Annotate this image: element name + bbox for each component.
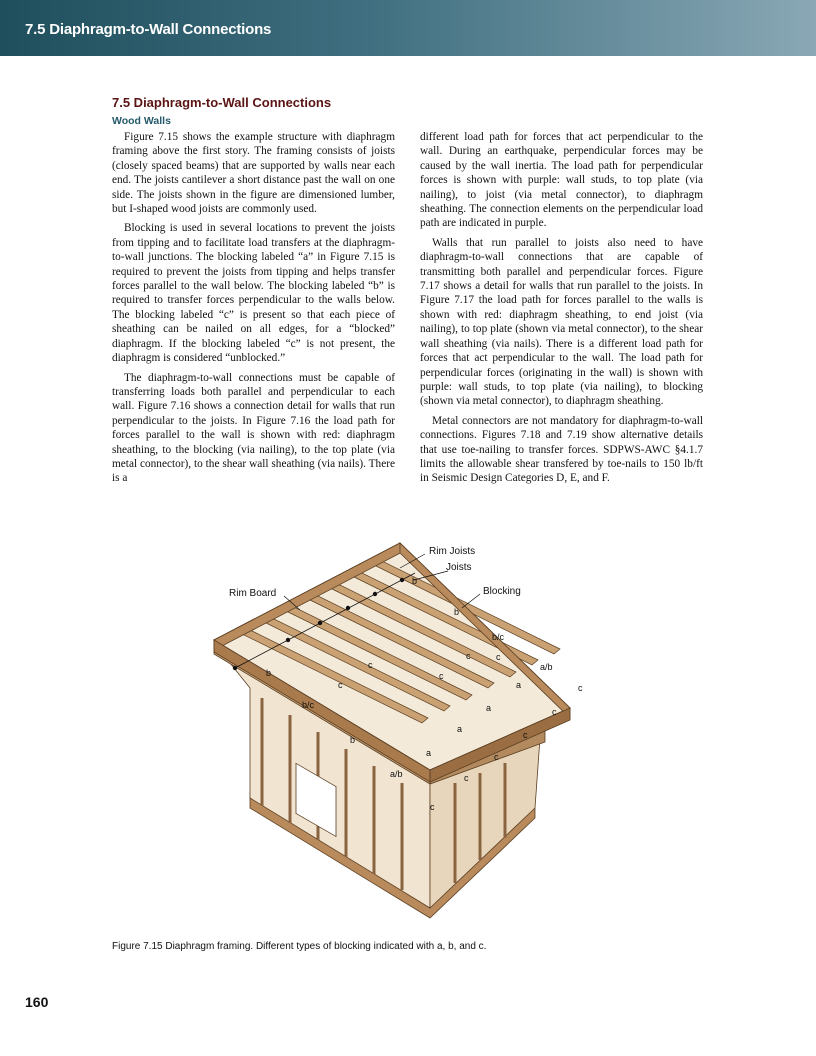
block-label: c bbox=[338, 680, 343, 690]
block-label: c bbox=[430, 802, 435, 812]
label-joists: Joists bbox=[446, 562, 472, 573]
subsection-title: Wood Walls bbox=[112, 115, 171, 127]
block-label: c bbox=[466, 651, 471, 661]
section-title: 7.5 Diaphragm-to-Wall Connections bbox=[112, 95, 332, 110]
block-label: a bbox=[486, 703, 492, 713]
label-rim-board: Rim Board bbox=[229, 588, 277, 599]
block-label: b/c bbox=[492, 632, 505, 642]
paragraph-5: Metal connectors are not mandatory for diaphragm-to-wall connections. Figures 7.18 and 7.19 show alternative details that use toe-nailing to transfer forces. SDPWS-AWC §4.1.7 limits the allowable shear transfered by toe-nails to 150 lb/ft in Seismic Design Categories D, E, and F. bbox=[420, 414, 703, 485]
block-label: a bbox=[457, 724, 463, 734]
diaphragm-framing-figure bbox=[200, 538, 620, 938]
text-column-right bbox=[420, 130, 703, 491]
block-label: c bbox=[494, 752, 499, 762]
block-label: a/b bbox=[390, 769, 403, 779]
block-label: c bbox=[552, 707, 557, 717]
block-label: c bbox=[464, 773, 469, 783]
block-label: b bbox=[454, 607, 460, 617]
block-label: b bbox=[266, 668, 272, 678]
paragraph-4: Walls that run parallel to joists also need to have diaphragm-to-wall connections that are capable of transmitting both parallel and perpendicular forces. Figure 7.17 shows a detail for walls that run parallel to the joists. In Figure 7.17 the load path for forces parallel to the walls is shown with red: diaphragm sheathing, to end joist (via nailing), to top plate (shown via metal connector), to the shear wall sheathing (via nails). There is a different load path for forces that act perpendicular to the wall. The load path for perpendicular forces (originating in the wall) is shown with purple: wall studs, to top plate (via nailing), to blocking (shown via metal connector), to diaphragm sheathing. bbox=[420, 236, 703, 408]
paragraph-3-continued: different load path for forces that act perpendicular to the wall. During an earthquake, perpendicular forces may be caused by the wall inertia. The load path for perpendicular forces is shown with purple: wall studs, to top plate (via nailing), to joist (via metal connector), to diaphragm sheathing. The connection elements on the perpendicular load path are indicated in purple. bbox=[420, 131, 703, 230]
figure-caption: Figure 7.15 Diaphragm framing. Different types of blocking indicated with a, b, and c. bbox=[112, 941, 487, 952]
paragraph-3: The diaphragm-to-wall connections must be capable of transferring loads both parallel and perpendicular to each wall. Figure 7.16 shows a connection detail for walls that run perpendicular to the joists. In Figure 7.16 the load path for forces parallel to the wall is shown with red: diaphragm sheathing, to the blocking (via nailing), to the top plate (via metal connector), to the shear wall sheathing (via nails). There is a bbox=[112, 371, 395, 485]
chapter-header-bar bbox=[0, 0, 816, 56]
block-label: c bbox=[578, 683, 583, 693]
text-column-left bbox=[112, 130, 395, 491]
block-label: a/b bbox=[540, 662, 553, 672]
block-label: c bbox=[523, 730, 528, 740]
label-rim-joists: Rim Joists bbox=[429, 546, 476, 557]
block-label: b/c bbox=[302, 700, 315, 710]
label-blocking: Blocking bbox=[483, 586, 521, 597]
block-label: a bbox=[516, 680, 522, 690]
page-number: 160 bbox=[25, 994, 49, 1010]
block-label: c bbox=[439, 671, 444, 681]
block-label: c bbox=[496, 652, 501, 662]
chapter-header-title: 7.5 Diaphragm-to-Wall Connections bbox=[25, 21, 272, 38]
paragraph-1: Figure 7.15 shows the example structure with diaphragm framing above the first story. The framing consists of joists (closely spaced beams) that are supported by walls near each end. The joists cantilever a short distance past the wall on one side. The joists shown in the figure are dimensioned lumber, but I-shaped wood joists are commonly used. bbox=[112, 131, 395, 216]
block-label: a bbox=[426, 748, 432, 758]
paragraph-2: Blocking is used in several locations to prevent the joists from tipping and to facilitate load transfers at the diaphragm-to-wall junctions. The blocking labeled “a” in Figure 7.15 is required to prevent the joists from tipping and helps transfer forces parallel to the wall below. The blocking labeled “b” is required to transfer forces perpendicular to the walls below. The blocking labeled “c” is present so that each piece of sheathing can be nailed on all edges, for a “blocked” diaphragm. If the blocking labeled “c” is not present, the diaphragm is considered “unblocked.” bbox=[112, 222, 395, 365]
block-label: c bbox=[368, 660, 373, 670]
block-label: b bbox=[412, 576, 418, 586]
block-label: b bbox=[350, 735, 356, 745]
